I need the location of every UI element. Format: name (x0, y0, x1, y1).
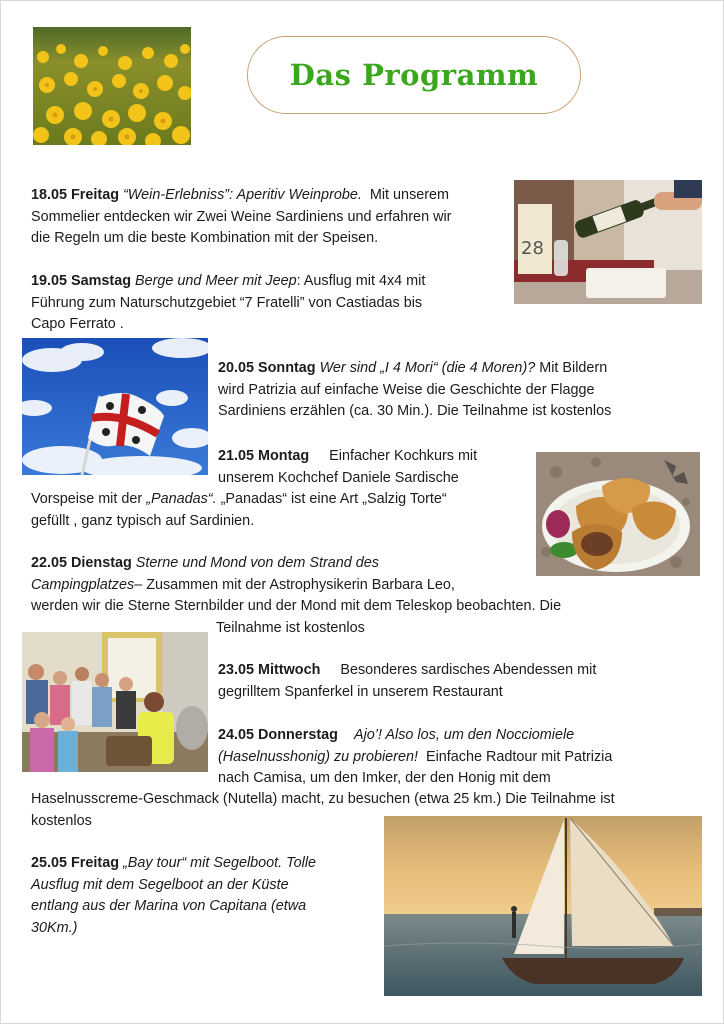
event-date: 21.05 Montag (218, 448, 310, 464)
event-text: Teilnahme ist kostenlos (216, 619, 365, 636)
event-highlight: Wer sind „I 4 Mori“ (die 4 Moren)? (319, 360, 536, 376)
svg-text:28: 28 (521, 238, 544, 259)
yellow-flower-field-photo (33, 27, 191, 145)
event-date: 24.05 Donnerstag (218, 727, 338, 743)
event-date: 23.05 Mittwoch (218, 662, 321, 678)
event-text: kostenlos (31, 812, 92, 829)
event-text: nach Camisa, um den Imker, der den Honig mit dem (218, 770, 551, 786)
event-text: wird Patrizia auf einfache Weise die Geschichte der Flagge (218, 381, 595, 398)
event-2105-cont (31, 489, 524, 532)
event-highlight: Berge und Meer mit Jeep (135, 273, 297, 289)
page-title: Das Programm (289, 58, 539, 92)
event-text: Sommelier entdecken wir Zwei Weine Sardiniens und erfahren wir (31, 208, 452, 225)
event-1905 (31, 271, 504, 336)
event-text: Vorspeise mit der (31, 491, 143, 507)
honey-workshop-photo (22, 632, 208, 772)
wine-tasting-photo (514, 180, 702, 304)
event-highlight: „Bay tour“ mit Segelboot. Tolle (123, 855, 317, 871)
panadas-pastry-photo (536, 452, 700, 576)
event-text: gegrilltem Spanferkel in unserem Restaurant (218, 683, 503, 700)
event-2005 (218, 358, 690, 423)
event-text: Einfache Radtour mit Patrizia (425, 748, 613, 765)
event-text: – Zusammen mit der Astrophysikerin Barbara Leo, (134, 576, 455, 593)
event-text: gefüllt , ganz typisch auf Sardinien. (31, 512, 255, 529)
sailboat-sunset-photo (384, 816, 702, 996)
sardinian-flag-photo (22, 338, 208, 475)
event-text: Mit unserem (369, 187, 450, 203)
event-date: 25.05 Freitag (31, 855, 119, 871)
event-highlight: Campingplatzes (31, 576, 135, 593)
event-text: Mit Bildern (539, 360, 608, 376)
event-highlight: 30Km.) (31, 919, 78, 936)
event-2405 (218, 725, 690, 790)
event-text: die Regeln um die beste Kombination mit der Speisen. (31, 230, 379, 246)
event-text: unserem Kochchef Daniele Sardische (218, 469, 459, 486)
event-highlight: Ajo’! Also los, um den Nocciomiele (353, 727, 575, 743)
event-highlight: Sterne und Mond von dem Strand des (135, 555, 379, 571)
event-text: Sardiniens erzählen (ca. 30 Min.). Die Teilnahme ist kostenlos (218, 403, 612, 419)
event-text: „Panadas“ ist eine Art „Salzig Torte“ (220, 491, 447, 507)
event-text: Haselnusscreme-Geschmack (Nutella) macht, zu besuchen (etwa 25 km.) Die Teilnahme ist (31, 791, 615, 807)
event-text: Besonderes sardisches Abendessen mit (340, 662, 597, 678)
event-text: Capo Ferrato . (31, 316, 124, 332)
event-highlight: (Haselnusshonig) zu probieren! (218, 748, 418, 765)
event-date: 20.05 Sonntag (218, 360, 316, 376)
event-text: : Ausflug mit 4x4 mit (296, 273, 426, 289)
event-text: Einfacher Kochkurs mit (329, 448, 478, 464)
event-2205 (31, 553, 524, 596)
event-1805 (31, 185, 504, 250)
event-highlight: entlang aus der Marina von Capitana (etwa (31, 898, 307, 914)
event-date: 19.05 Samstag (31, 273, 131, 289)
event-2105 (218, 446, 524, 489)
event-text: Führung zum Naturschutzgebiet “7 Fratelli” von Castiadas bis (31, 294, 423, 311)
event-highlight: “Wein-Erlebniss”: Aperitiv Weinprobe. (123, 187, 362, 203)
event-highlight: Ausflug mit dem Segelboot an der Küste (31, 876, 289, 893)
event-date: 18.05 Freitag (31, 187, 119, 203)
event-2505 (31, 853, 374, 939)
title-box (247, 36, 581, 114)
event-highlight: „Panadas“. (146, 491, 217, 507)
event-text: werden wir die Sterne Sternbilder und der Mond mit dem Teleskop beobachten. Die (31, 598, 562, 614)
event-2305 (218, 660, 690, 703)
event-date: 22.05 Dienstag (31, 555, 132, 571)
